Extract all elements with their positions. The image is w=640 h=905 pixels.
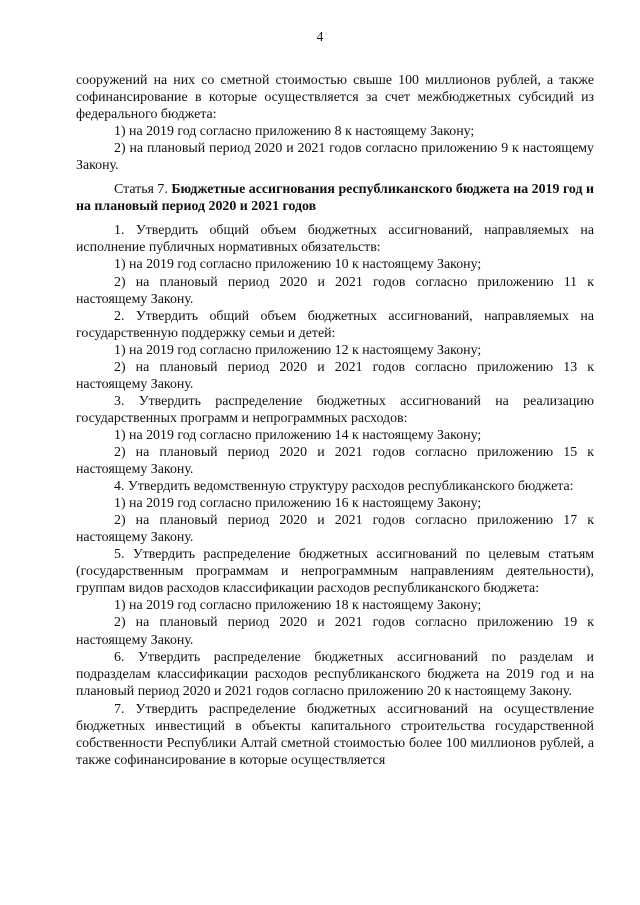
intro-item: 2) на плановый период 2020 и 2021 годов согласно приложению 9 к настоящему Закону. [76, 141, 594, 174]
paragraph: 2) на плановый период 2020 и 2021 годов согласно приложению 15 к настоящему Закону. [76, 444, 594, 478]
paragraph: 1) на 2019 год согласно приложению 18 к настоящему Закону; [114, 598, 482, 614]
paragraph: 1. Утвердить общий объем бюджетных ассигнований, направляемых на исполнение публичных нормативных обязательств: [76, 223, 594, 256]
paragraph: 4. Утвердить ведомственную структуру расходов республиканского бюджета: [114, 479, 574, 495]
paragraph: 7. Утвердить распределение бюджетных ассигнований на осуществление бюджетных инвестиций в объекты капитального строительства государственной собственности Республики Алтай сметной стоимостью более 100 миллионов рублей, а также софинансирование в которые осуществляется [76, 701, 594, 768]
document-body [76, 72, 594, 769]
paragraph: 2) на плановый период 2020 и 2021 годов согласно приложению 11 к настоящему Закону. [76, 274, 594, 307]
paragraph: 5. Утвердить распределение бюджетных ассигнований по целевым статьям (государственным программам и непрограммным направлениям деятельности), группам видов расходов классификации расходов республиканского бюджета: [76, 547, 594, 597]
paragraph: 2) на плановый период 2020 и 2021 годов согласно приложению 17 к настоящему Закону. [76, 513, 594, 546]
paragraph: 2. Утвердить общий объем бюджетных ассигнований, направляемых на государственную поддержку семьи и детей: [76, 308, 594, 341]
article-label: Статья 7. [114, 182, 168, 198]
page-number: 4 [316, 29, 324, 44]
intro-paragraph: сооружений на них со сметной стоимостью свыше 100 миллионов рублей, а также софинансирование в которые осуществляется за счет межбюджетных субсидий из федерального бюджета: [76, 73, 594, 123]
paragraph: 1) на 2019 год согласно приложению 14 к настоящему Закону; [114, 427, 482, 443]
article-heading [76, 181, 594, 215]
article-title: Бюджетные ассигнования республиканского бюджета на 2019 год и на плановый период 2020 и 2021 годов [76, 182, 594, 215]
paragraph: 1) на 2019 год согласно приложению 16 к настоящему Закону; [114, 496, 482, 512]
paragraph: 6. Утвердить распределение бюджетных ассигнований по разделам и подразделам классификации расходов республиканского бюджета на 2019 год и на плановый период 2020 и 2021 годов согласно приложению 20 к настоящему Закону. [76, 649, 594, 699]
paragraph: 2) на плановый период 2020 и 2021 годов согласно приложению 13 к настоящему Закону. [76, 359, 594, 392]
paragraph: 1) на 2019 год согласно приложению 10 к настоящему Закону; [114, 257, 482, 273]
paragraph: 3. Утвердить распределение бюджетных ассигнований на реализацию государственных программ и непрограммных расходов: [76, 393, 594, 426]
intro-item: 1) на 2019 год согласно приложению 8 к настоящему Закону; [114, 124, 475, 140]
paragraph: 1) на 2019 год согласно приложению 12 к настоящему Закону; [114, 342, 482, 358]
paragraph: 2) на плановый период 2020 и 2021 годов согласно приложению 19 к настоящему Закону. [76, 615, 594, 648]
